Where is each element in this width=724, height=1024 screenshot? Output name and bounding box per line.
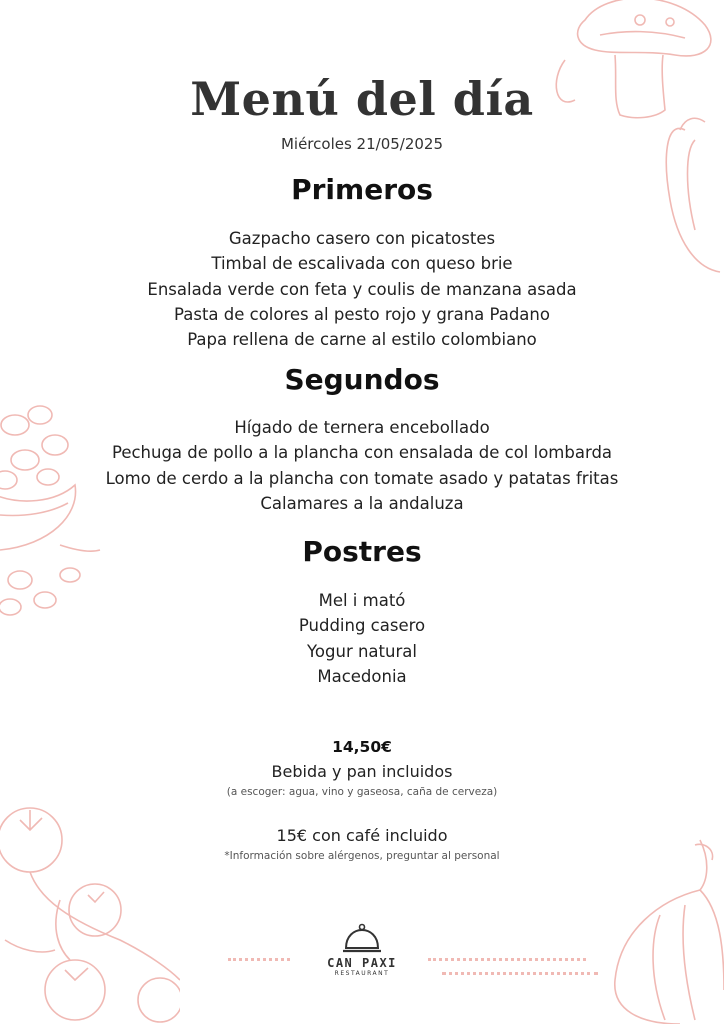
- list-item: Pudding casero: [298, 616, 426, 636]
- allergen-note: *Información sobre alérgenos, preguntar al personal: [224, 850, 500, 862]
- section-heading-segundos: Segundos: [284, 363, 440, 396]
- primeros-list: [0, 226, 724, 352]
- page-title: Menú del día: [190, 72, 534, 126]
- list-item: Yogur natural: [307, 641, 417, 661]
- logo-name: CAN PAXI: [327, 956, 397, 970]
- list-item: Pasta de colores al pesto rojo y grana Padano: [174, 304, 550, 324]
- list-item: Calamares a la andaluza: [260, 493, 464, 513]
- section-segundos: [0, 363, 724, 396]
- cloche-icon: [342, 922, 382, 956]
- list-item: Mel i mató: [318, 591, 406, 610]
- segundos-list: [0, 415, 724, 516]
- postres-list: [0, 588, 724, 689]
- menu-price: 14,50€: [332, 738, 392, 756]
- logo-subtitle: RESTAURANT: [334, 970, 390, 977]
- section-primeros: [0, 173, 724, 206]
- section-heading-postres: Postres: [302, 535, 422, 568]
- list-item: Hígado de ternera encebollado: [234, 418, 490, 437]
- list-item: Timbal de escalivada con queso brie: [211, 254, 513, 274]
- menu-date: Miércoles 21/05/2025: [280, 135, 444, 153]
- coffee-offer: 15€ con café incluido: [276, 826, 448, 845]
- list-item: Lomo de cerdo a la plancha con tomate asado y patatas fritas: [105, 468, 619, 488]
- section-heading-primeros: Primeros: [291, 173, 433, 206]
- menu-header: [0, 72, 724, 126]
- list-item: Papa rellena de carne al estilo colombiano: [187, 330, 537, 350]
- list-item: Pechuga de pollo a la plancha con ensalada de col lombarda: [111, 443, 613, 463]
- drink-choice-note: (a escoger: agua, vino y gaseosa, caña de cerveza): [226, 786, 498, 798]
- section-postres: [0, 535, 724, 568]
- list-item: Gazpacho casero con picatostes: [228, 229, 496, 248]
- restaurant-logo: [0, 922, 724, 977]
- list-item: Ensalada verde con feta y coulis de manzana asada: [147, 279, 577, 299]
- list-item: Macedonia: [317, 666, 407, 686]
- includes-text: Bebida y pan incluidos: [271, 762, 453, 781]
